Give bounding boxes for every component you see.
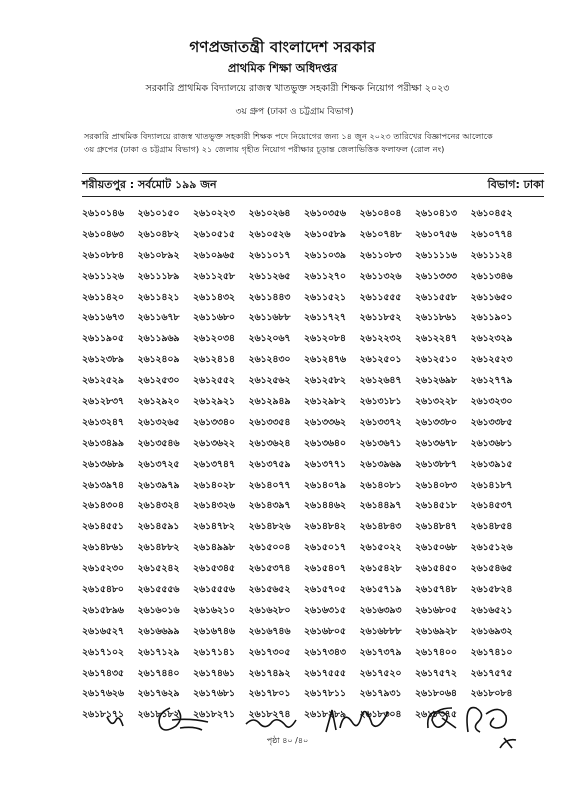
roll-number: ২৬১৬২১০ (193, 604, 235, 616)
roll-number: ২৬১৭৫৫৫ (304, 667, 346, 679)
roll-number: ২৬১২২৩২ (359, 333, 402, 345)
roll-number: ২৬১৪৪৬২ (304, 500, 346, 512)
roll-number: ২৬১৭৬২৬ (82, 688, 124, 700)
roll-number: ২৬১১১১৬ (415, 249, 457, 261)
roll-number: ২৬১২৩২৯ (470, 333, 513, 345)
roll-number: ২৬১৫৮২৪ (470, 584, 513, 596)
roll-number: ২৬১১১২৪ (470, 249, 513, 261)
roll-number: ২৬১৫০১৭ (304, 542, 346, 554)
district-label: শরীয়তপুর : সর্বমোট ১৯৯ জন (82, 177, 217, 191)
roll-number: ২৬১৪৩৯৭ (248, 500, 291, 512)
roll-number: ২৬১৫৪৮০ (82, 584, 124, 596)
roll-number: ২৬১১৫২১ (304, 291, 346, 303)
roll-number: ২৬১৫৩৪৫ (193, 563, 235, 575)
roll-number: ২৬১৩৭২৫ (137, 458, 180, 470)
roll-number: ২৬১৮৩৭৫ (415, 709, 457, 721)
roll-number: ২৬১৬৩১৫ (304, 604, 346, 616)
roll-number: ২৬১১৯০১ (470, 312, 513, 324)
roll-number: ২৬১৫৪০৭ (304, 563, 346, 575)
roll-number: ২৬১৭৫২০ (359, 667, 402, 679)
roll-number: ২৬১৬২৮০ (248, 604, 291, 616)
roll-number: ২৬১০৮৯২ (137, 249, 180, 261)
roll-number: ২৬১১৬৭৩ (82, 312, 124, 324)
roll-number: ২৬১৫৮৯৬ (82, 604, 124, 616)
roll-number: ২৬১১৪২০ (82, 291, 124, 303)
roll-number: ২৬১৩৬৪০ (304, 437, 346, 449)
roll-number: ২৬১৪৮৪২ (304, 521, 346, 533)
roll-number: ২৬১৪০৮১ (359, 479, 402, 491)
roll-number: ২৬১০২২৩ (193, 208, 235, 219)
roll-number: ২৬১৮০৮৪ (470, 688, 513, 700)
roll-number: ২৬১৩৩৪০ (193, 416, 235, 428)
roll-number: ২৬১২৬৯৮ (415, 375, 457, 387)
roll-number: ২৬১৩৬৭৮ (415, 437, 457, 449)
roll-number: ২৬১১৬৭৮ (137, 312, 180, 324)
roll-number: ২৬১৪৫৫১ (82, 521, 124, 533)
roll-number: ২৬১২৬৪৭ (359, 375, 402, 387)
roll-number: ২৬১৪০৮৩ (415, 479, 457, 491)
roll-number: ২৬১০৩৫৬ (304, 208, 346, 219)
roll-number: ২৬১৭৩৭৯ (359, 646, 402, 658)
roll-number: ২৬১১৩৩৩ (415, 270, 457, 282)
roll-number: ২৬১৬৩৯৩ (359, 604, 402, 616)
roll-number: ২৬১০৪১৩ (415, 208, 457, 219)
roll-number: ২৬১৩৩৭২ (359, 416, 402, 428)
roll-number: ২৬১১৪২১ (137, 291, 180, 303)
roll-number: ২৬১০৭৫৬ (415, 228, 457, 240)
roll-number: ২৬১১৬৮০ (193, 312, 235, 324)
roll-number: ২৬১১৫৫৫ (359, 291, 402, 303)
roll-number: ২৬১৫০২২ (359, 542, 402, 554)
roll-number: ২৬১১২৫৮ (193, 270, 235, 282)
signature-1 (104, 712, 126, 732)
government-title: গণপ্রজাতন্ত্রী বাংলাদেশ সরকার (189, 38, 376, 56)
roll-number: ২৬১৪৮২৬ (248, 521, 291, 533)
roll-number: ২৬১৭৩০৫ (248, 646, 291, 658)
roll-number: ২৬১৫৪৬৫ (470, 563, 513, 575)
roll-number: ২৬১৭৪৯২ (248, 667, 291, 679)
roll-number: ২৬১৬৯৩২ (470, 625, 513, 637)
roll-number: ২৬১৫৫৫৬ (137, 584, 180, 596)
roll-number: ২৬১৬৬৯৯ (137, 625, 180, 637)
roll-number: ২৬১০৫২৬ (248, 228, 291, 240)
roll-number: ২৬১৩৪৯৯ (82, 437, 124, 449)
signature-3 (242, 712, 298, 734)
roll-number: ২৬১২৪৭৬ (304, 354, 346, 366)
roll-number: ২৬১৭৪১০ (470, 646, 513, 658)
roll-number: ২৬১৫০০৪ (248, 542, 291, 554)
roll-number: ২৬১৫২৪২ (137, 563, 180, 575)
roll-number: ২৬১১৮৫২ (359, 312, 402, 324)
roll-number: ২৬১৭১০২ (82, 646, 124, 658)
roll-number: ২৬১২৫৬২ (248, 375, 291, 387)
roll-number: ২৬১৪০৭৭ (248, 479, 291, 491)
roll-number: ২৬১১৯০৫ (82, 333, 124, 345)
roll-number: ২৬১৬৯২৮ (415, 625, 457, 637)
roll-number: ২৬১৩২৬৫ (137, 416, 180, 428)
roll-number: ২৬১৩৩৮০ (415, 416, 457, 428)
roll-number: ২৬১৪৫১৮ (415, 500, 457, 512)
roll-number: ২৬১০৯৬৫ (193, 249, 235, 261)
roll-number: ২৬১৭৮১১ (304, 688, 346, 700)
roll-number: ২৬১০৫১৫ (193, 228, 235, 240)
roll-number: ২৬১৪৫৩৭ (470, 500, 513, 512)
roll-number: ২৬১২৩৮৯ (82, 354, 124, 366)
roll-number: ২৬১২২৪৭ (415, 333, 457, 345)
roll-number: ২৬১৪৯৯৮ (193, 542, 235, 554)
roll-number: ২৬১১২৭০ (304, 270, 346, 282)
roll-number: ২৬১৭৬২৯ (137, 688, 180, 700)
roll-number: ২৬১৬৮০৫ (415, 604, 457, 616)
roll-number: ২৬১২৪০৯ (137, 354, 180, 366)
roll-number: ২৬১৫৫৫৬ (193, 584, 235, 596)
roll-number: ২৬১২৫২৯ (82, 375, 124, 387)
roll-number: ২৬১৮৩০৪ (359, 709, 402, 721)
roll-number: ২৬১১৯৬৯ (137, 333, 180, 345)
roll-number: ২৬১২৫৩০ (137, 375, 180, 387)
roll-number: ২৬১৭৯৩১ (359, 688, 402, 700)
roll-number: ২৬১৫৬৫২ (248, 584, 291, 596)
roll-number: ২৬১০৮৮৪ (82, 249, 124, 261)
roll-number: ২৬১৪৮৪৩ (359, 521, 402, 533)
roll-number: ২৬১২৫০১ (359, 354, 402, 366)
roll-number: ২৬১১৫৫৮ (415, 291, 457, 303)
roll-number: ২৬১২৫২৩ (470, 354, 513, 366)
roll-number: ২৬১০৪৬৩ (82, 228, 124, 240)
notice-line-1: সরকারি প্রাথমিক বিদ্যালয়ে রাজস্ব খাতভুক্ত সহকারী শিক্ষক পদে নিয়োগের জন্য ১৪ জুন ২০২৩ তারিখের বিজ্ঞাপনের আলোকে (84, 131, 493, 141)
roll-number-grid (82, 207, 544, 729)
district-header (82, 173, 544, 197)
roll-number: ২৬১৩৯৭৯ (137, 479, 180, 491)
roll-number: ২৬১৭১২৯ (137, 646, 180, 658)
roll-number: ২৬১৫৩৭৪ (248, 563, 291, 575)
roll-number: ২৬১৮২৭৪ (248, 709, 291, 721)
roll-number: ২৬১৪৪৯৭ (359, 500, 402, 512)
roll-number: ২৬১২৫৮২ (304, 375, 346, 387)
roll-number: ২৬১৩৭৭১ (304, 458, 346, 470)
roll-number: ২৬১১৪৪৩ (248, 291, 291, 303)
signature-5 (422, 702, 462, 734)
roll-number: ২৬১৫১২৬ (470, 542, 513, 554)
roll-number: ২৬১৭৮০১ (248, 688, 291, 700)
roll-number: ২৬১৪৩২৬ (193, 500, 235, 512)
roll-number: ২৬১৩৬২২ (193, 437, 235, 449)
roll-number: ২৬১১৬৮৮ (248, 312, 291, 324)
roll-number: ২৬১৮০৬৪ (415, 688, 457, 700)
roll-number: ২৬১১০৩৯ (304, 249, 346, 261)
roll-number: ২৬১২৮৩৭ (82, 396, 124, 408)
roll-number: ২৬১০৪০৪ (359, 208, 402, 219)
roll-number: ২৬১৩৫৪৬ (137, 437, 180, 449)
roll-number: ২৬১০১৫০ (137, 208, 180, 219)
roll-number: ২৬১৪৮৪৭ (415, 521, 457, 533)
roll-number: ২৬১৪০৭৯ (304, 479, 346, 491)
roll-number: ২৬১১৮৬১ (415, 312, 457, 324)
roll-number: ২৬১২৭৭৯ (470, 375, 513, 387)
roll-number: ২৬১৩২৪৭ (82, 416, 124, 428)
roll-number: ২৬১৪১৮৭ (470, 479, 513, 491)
roll-number: ২৬১৪৩০৪ (82, 500, 124, 512)
roll-number: ২৬১০৭৭৪ (470, 228, 513, 240)
roll-number: ২৬১৫৪৫০ (415, 563, 457, 575)
roll-number: ২৬১৭৫৭২ (415, 667, 457, 679)
roll-number: ২৬১৬৭৪৬ (248, 625, 291, 637)
roll-number: ২৬১১৪৩২ (193, 291, 235, 303)
roll-number: ২৬১৬৮০৫ (304, 625, 346, 637)
roll-number: ২৬১৩৯৭৪ (82, 479, 124, 491)
roll-number: ২৬১৬৫২৭ (82, 625, 124, 637)
roll-number: ২৬১৫০৬৮ (415, 542, 457, 554)
roll-number: ২৬১১০১৭ (248, 249, 291, 261)
roll-number: ২৬১১৬৫০ (470, 291, 513, 303)
roll-number: ২৬১২৯২১ (193, 396, 235, 408)
roll-number: ২৬১৫৭১৯ (359, 584, 402, 596)
roll-number: ২৬১২০৮৪ (304, 333, 346, 345)
roll-number: ২৬১৪৩২৪ (137, 500, 180, 512)
signature-2 (150, 700, 212, 736)
roll-number: ২৬১৬৫২১ (470, 604, 513, 616)
group-title: ৩য় গ্রুপ (ঢাকা ও চট্টগ্রাম বিভাগ) (235, 107, 354, 117)
roll-number: ২৬১৭৪০০ (415, 646, 457, 658)
roll-number: ২৬১২৪৩০ (248, 354, 291, 366)
roll-number: ২৬১৭৫৭৫ (470, 667, 513, 679)
roll-number: ২৬১২৯৪৯ (248, 396, 291, 408)
roll-number: ২৬১৬৭৪৬ (193, 625, 235, 637)
roll-number: ২৬১২৯৮২ (304, 396, 346, 408)
roll-number: ২৬১৫২৩০ (82, 563, 124, 575)
roll-number: ২৬১৪৭৮২ (193, 521, 235, 533)
roll-number: ২৬১৬০১৬ (137, 604, 180, 616)
roll-number: ২৬১০৫৮৯ (304, 228, 346, 240)
roll-number: ২৬১০৭৪৮ (359, 228, 402, 240)
roll-number: ২৬১২৪১৪ (193, 354, 235, 366)
roll-number: ২৬১৪৮৮২ (137, 542, 180, 554)
roll-number: ২৬১৩৭৪৭ (193, 458, 235, 470)
exam-title: সরকারি প্রাথমিক বিদ্যালয়ে রাজস্ব খাতভুক্ত সহকারী শিক্ষক নিয়োগ পরীক্ষা ২০২৩ (145, 83, 450, 94)
roll-number: ২৬১৩৩৫৪ (248, 416, 291, 428)
roll-number: ২৬১১১৮৯ (137, 270, 180, 282)
result-notice (84, 130, 544, 156)
roll-number: ২৬১২৯২০ (137, 396, 180, 408)
roll-number: ২৬১৩৬২৪ (248, 437, 291, 449)
notice-line-2: ৩য় গ্রুপের (ঢাকা ও চট্টগ্রাম বিভাগ) ২১ জেলায় গৃহীত নিয়োগ পরীক্ষার চূড়ান্ত জেলাভিত্তিক ফলাফল (রোল নং) (84, 144, 445, 154)
roll-number: ২৬১৩৩৮৫ (470, 416, 513, 428)
roll-number: ২৬১৮২৮৯ (304, 709, 346, 721)
roll-number: ২৬১৭৪৩৫ (82, 667, 124, 679)
roll-number: ২৬১০৪৮২ (137, 228, 180, 240)
roll-number: ২৬১৩৯৬৯ (359, 458, 402, 470)
roll-number: ২৬১৪৮৫৪ (470, 521, 513, 533)
roll-number: ২৬১৭৪৪০ (137, 667, 180, 679)
roll-number: ২৬১৮১৭১ (82, 709, 124, 721)
roll-number: ২৬১২৫১০ (415, 354, 457, 366)
roll-number: ২৬১১৩২৬ (359, 270, 402, 282)
roll-number: ২৬১৩৩৬২ (304, 416, 346, 428)
roll-number: ২৬১২৫৫২ (193, 375, 235, 387)
roll-number: ২৬১৪৫৯১ (137, 521, 180, 533)
roll-number: ২৬১৮১৮২ (137, 709, 180, 721)
roll-number: ২৬১০১৪৬ (82, 208, 124, 219)
roll-number: ২৬১৭৩৪৩ (304, 646, 346, 658)
roll-number: ২৬১০২৬৪ (248, 208, 291, 219)
roll-number: ২৬১৩৬৮৯ (82, 458, 124, 470)
roll-number: ২৬১৫৭৪৮ (415, 584, 457, 596)
roll-number: ২৬১৪০২৮ (193, 479, 235, 491)
roll-number: ২৬১৫৪২৮ (359, 563, 402, 575)
roll-number: ২৬১৮২৭১ (193, 709, 235, 721)
roll-number: ২৬১৩৬৮১ (470, 437, 513, 449)
roll-number: ২৬১৩৬৭১ (359, 437, 402, 449)
roll-number: ২৬১২০৬৭ (248, 333, 291, 345)
roll-number: ২৬১২০৩৪ (193, 333, 235, 345)
roll-number: ২৬১৫৭০৫ (304, 584, 346, 596)
roll-number: ২৬১৪৮৬১ (82, 542, 124, 554)
roll-number: ২৬১১০৮৩ (359, 249, 402, 261)
roll-number: ২৬১৭৪৬১ (193, 667, 235, 679)
roll-number: ২৬১৩১৮১ (359, 396, 402, 408)
roll-number: ২৬১৩২৩০ (470, 396, 513, 408)
roll-number: ২৬১৩৯১৫ (470, 458, 513, 470)
roll-number: ২৬১৬৮৮৮ (359, 625, 402, 637)
roll-number: ২৬১০৪৫২ (470, 208, 513, 219)
roll-number: ২৬১৩২২৮ (415, 396, 457, 408)
roll-number: ২৬১৭৬৮১ (193, 688, 235, 700)
roll-number: ২৬১১১২৬ (82, 270, 124, 282)
division-label: বিভাগ: ঢাকা (487, 177, 544, 191)
signature-4 (322, 702, 392, 736)
roll-number: ২৬১১২৬৫ (248, 270, 291, 282)
roll-number: ২৬১১৭২৭ (304, 312, 346, 324)
roll-number: ২৬১৩৭৫৯ (248, 458, 291, 470)
roll-number: ২৬১১৩৪৬ (470, 270, 513, 282)
directorate-title: প্রাথমিক শিক্ষা অধিদপ্তর (227, 61, 338, 75)
page-number: পৃষ্ঠা ৪০ /৪০ (266, 736, 309, 745)
roll-number: ২৬১৩৮৮৭ (415, 458, 457, 470)
roll-number: ২৬১৭১৪১ (193, 646, 235, 658)
